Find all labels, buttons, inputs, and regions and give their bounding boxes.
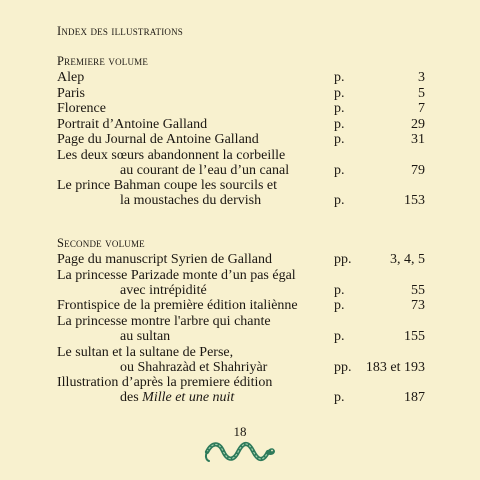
volume-2-heading: Seconde volume [57, 236, 145, 250]
index-entry [0, 132, 480, 148]
entry-page-prefix: p. [334, 163, 345, 178]
index-entry [0, 117, 480, 133]
index-entry [0, 268, 480, 284]
entry-page-prefix: p. [334, 101, 345, 116]
index-entry [0, 101, 480, 117]
entry-title: Florence [57, 101, 106, 116]
entry-title: Alep [57, 70, 85, 85]
index-entry-continuation [0, 193, 480, 209]
entry-page-number: 153 [404, 193, 425, 208]
index-entry-continuation [0, 283, 480, 299]
entry-title-continued: ou Shahrazàd et Shahriyàr [120, 360, 268, 375]
entry-page-number: 29 [411, 117, 425, 132]
entry-page-prefix: p. [334, 193, 345, 208]
entry-page-prefix: pp. [334, 360, 352, 375]
entry-title: La princesse Parizade monte d’un pas égal [57, 268, 296, 283]
entry-page-prefix: p. [334, 132, 345, 147]
index-entry [0, 345, 480, 361]
entry-page-prefix: p. [334, 329, 345, 344]
entry-page-prefix: p. [334, 86, 345, 101]
entry-title: Le prince Bahman coupe les sourcils et [57, 178, 278, 193]
entry-title: Page du Journal de Antoine Galland [57, 132, 259, 147]
entry-title-prefix: des [120, 390, 143, 405]
entry-page-prefix: pp. [334, 252, 352, 267]
entry-page-prefix: p. [334, 283, 345, 298]
index-entry [0, 148, 480, 164]
entry-title-continued: au sultan [120, 329, 171, 344]
entry-title: Paris [57, 86, 85, 101]
page-number: 18 [233, 424, 247, 439]
entry-page-prefix: p. [334, 117, 345, 132]
snake-ornament-icon [203, 438, 277, 468]
index-entry [0, 298, 480, 314]
entry-page-number: 155 [404, 329, 425, 344]
index-entry-continuation [0, 360, 480, 376]
entry-title: Illustration d’après la premiere édition [57, 375, 273, 390]
volume-1-heading: Premiere volume [57, 54, 149, 68]
entry-title: Page du manuscript Syrien de Galland [57, 252, 273, 267]
entry-title-continued [120, 390, 234, 406]
entry-page-prefix: p. [334, 390, 345, 405]
entry-page-number: 183 et 193 [365, 360, 425, 375]
index-entry [0, 178, 480, 194]
entry-title: La princesse montre l'arbre qui chante [57, 314, 271, 329]
entry-page-number: 55 [411, 283, 425, 298]
entry-page-number: 5 [418, 86, 425, 101]
entry-title: Frontispice de la première édition italiènne [57, 298, 298, 313]
index-entry [0, 86, 480, 102]
entry-page-number: 3 [418, 70, 425, 85]
entry-page-number: 7 [418, 101, 425, 116]
entry-page-number: 79 [411, 163, 425, 178]
entry-title: Portrait d’Antoine Galland [57, 117, 208, 132]
index-entry [0, 375, 480, 391]
index-entry [0, 252, 480, 268]
index-entry-continuation [0, 390, 480, 406]
index-entry-continuation [0, 163, 480, 179]
entry-page-prefix: p. [334, 298, 345, 313]
index-entry [0, 70, 480, 86]
entry-title: Les deux sœurs abandonnent la corbeille [57, 148, 286, 163]
entry-page-number: 73 [411, 298, 425, 313]
entry-title-continued: avec intrépidité [120, 283, 207, 298]
entry-page-prefix: p. [334, 70, 345, 85]
entry-page-number: 3, 4, 5 [390, 252, 425, 267]
index-entry [0, 314, 480, 330]
entry-title-continued: au courant de l’eau d’un canal [120, 163, 290, 178]
index-entry-continuation [0, 329, 480, 345]
entry-page-number: 31 [411, 132, 425, 147]
book-title: Mille et une nuit [142, 390, 235, 405]
entry-title: Le sultan et la sultane de Perse, [57, 345, 234, 360]
entry-page-number: 187 [404, 390, 425, 405]
entry-title-continued: la moustaches du dervish [120, 193, 262, 208]
index-title: Index des illustrations [57, 24, 184, 38]
